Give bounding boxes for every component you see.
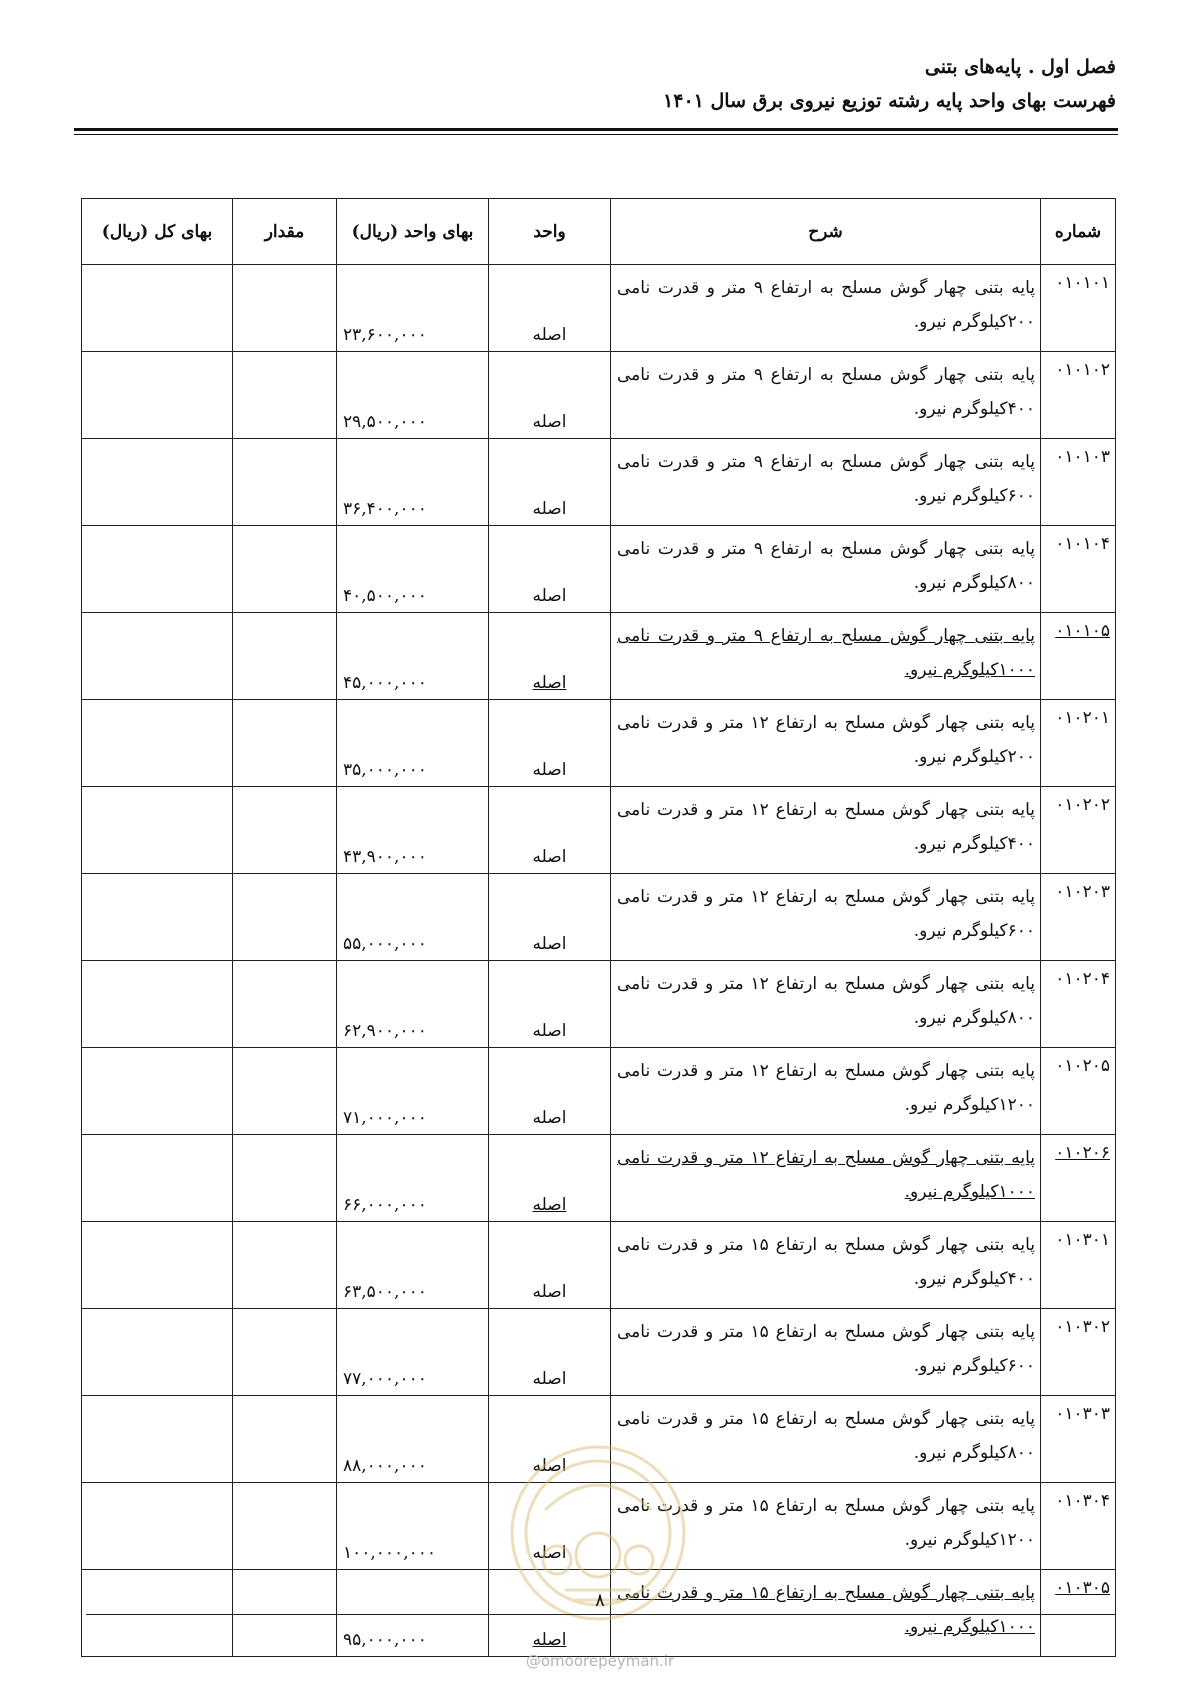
item-code: ۰۱۰۲۰۱ <box>1041 700 1116 787</box>
item-description: پایه بتنی چهار گوش مسلح به ارتفاع ۱۵ متر و قدرت نامی ۱۲۰۰کیلوگرم نیرو. <box>611 1483 1041 1570</box>
item-code: ۰۱۰۱۰۳ <box>1041 439 1116 526</box>
item-quantity <box>233 1222 337 1309</box>
item-total-price <box>82 526 233 613</box>
document-subtitle: فهرست بهای واحد پایه رشته توزیع نیروی برق سال ۱۴۰۱ <box>663 90 1116 112</box>
table-row <box>82 526 1116 613</box>
table-row <box>82 439 1116 526</box>
item-unit-price: ۲۹,۵۰۰,۰۰۰ <box>337 352 489 439</box>
item-total-price <box>82 787 233 874</box>
item-unit: اصله <box>489 1483 611 1570</box>
table-row <box>82 1048 1116 1135</box>
item-unit-price: ۲۳,۶۰۰,۰۰۰ <box>337 265 489 352</box>
item-quantity <box>233 1135 337 1222</box>
item-description: پایه بتنی چهار گوش مسلح به ارتفاع ۹ متر و قدرت نامی ۶۰۰کیلوگرم نیرو. <box>611 439 1041 526</box>
item-unit: اصله <box>489 700 611 787</box>
item-total-price <box>82 1222 233 1309</box>
site-watermark: @omoorepeyman.ir <box>525 1652 675 1670</box>
item-code: ۰۱۰۲۰۶ <box>1041 1135 1116 1222</box>
col-header-description: شرح <box>611 199 1041 265</box>
item-quantity <box>233 613 337 700</box>
item-quantity <box>233 265 337 352</box>
item-total-price <box>82 265 233 352</box>
item-quantity <box>233 526 337 613</box>
item-description: پایه بتنی چهار گوش مسلح به ارتفاع ۱۵ متر و قدرت نامی ۶۰۰کیلوگرم نیرو. <box>611 1309 1041 1396</box>
table-row <box>82 874 1116 961</box>
item-description: پایه بتنی چهار گوش مسلح به ارتفاع ۱۲ متر و قدرت نامی ۱۲۰۰کیلوگرم نیرو. <box>611 1048 1041 1135</box>
item-description: پایه بتنی چهار گوش مسلح به ارتفاع ۹ متر و قدرت نامی ۴۰۰کیلوگرم نیرو. <box>611 352 1041 439</box>
item-description: پایه بتنی چهار گوش مسلح به ارتفاع ۱۲ متر و قدرت نامی ۶۰۰کیلوگرم نیرو. <box>611 874 1041 961</box>
item-unit: اصله <box>489 787 611 874</box>
item-total-price <box>82 1048 233 1135</box>
chapter-title: فصل اول . پایه‌های بتنی <box>924 56 1116 78</box>
item-total-price <box>82 1483 233 1570</box>
item-quantity <box>233 1483 337 1570</box>
item-code: ۰۱۰۳۰۵ <box>1041 1570 1116 1657</box>
item-code: ۰۱۰۳۰۴ <box>1041 1483 1116 1570</box>
item-unit-price: ۳۵,۰۰۰,۰۰۰ <box>337 700 489 787</box>
item-code: ۰۱۰۳۰۳ <box>1041 1396 1116 1483</box>
item-code: ۰۱۰۱۰۵ <box>1041 613 1116 700</box>
page-number: ۸ <box>595 1590 605 1611</box>
header-rule-thin <box>74 134 1118 135</box>
item-quantity <box>233 1048 337 1135</box>
item-unit-price: ۴۵,۰۰۰,۰۰۰ <box>337 613 489 700</box>
item-description: پایه بتنی چهار گوش مسلح به ارتفاع ۱۲ متر و قدرت نامی ۲۰۰کیلوگرم نیرو. <box>611 700 1041 787</box>
col-header-total-price: بهای کل (ریال) <box>82 199 233 265</box>
item-unit-price: ۴۳,۹۰۰,۰۰۰ <box>337 787 489 874</box>
item-unit: اصله <box>489 265 611 352</box>
item-description: پایه بتنی چهار گوش مسلح به ارتفاع ۱۲ متر و قدرت نامی ۸۰۰کیلوگرم نیرو. <box>611 961 1041 1048</box>
item-description: پایه بتنی چهار گوش مسلح به ارتفاع ۹ متر و قدرت نامی ۲۰۰کیلوگرم نیرو. <box>611 265 1041 352</box>
item-quantity <box>233 1309 337 1396</box>
item-unit: اصله <box>489 874 611 961</box>
item-quantity <box>233 1570 337 1657</box>
page-header <box>66 56 1116 112</box>
item-total-price <box>82 352 233 439</box>
item-description: پایه بتنی چهار گوش مسلح به ارتفاع ۹ متر و قدرت نامی ۱۰۰۰کیلوگرم نیرو. <box>611 613 1041 700</box>
table-row <box>82 1135 1116 1222</box>
item-quantity <box>233 787 337 874</box>
item-code: ۰۱۰۲۰۳ <box>1041 874 1116 961</box>
item-unit-price: ۳۶,۴۰۰,۰۰۰ <box>337 439 489 526</box>
item-unit: اصله <box>489 1309 611 1396</box>
item-description: پایه بتنی چهار گوش مسلح به ارتفاع ۱۵ متر و قدرت نامی ۸۰۰کیلوگرم نیرو. <box>611 1396 1041 1483</box>
item-description: پایه بتنی چهار گوش مسلح به ارتفاع ۱۲ متر و قدرت نامی ۱۰۰۰کیلوگرم نیرو. <box>611 1135 1041 1222</box>
item-unit: اصله <box>489 1135 611 1222</box>
item-total-price <box>82 1570 233 1657</box>
item-code: ۰۱۰۱۰۴ <box>1041 526 1116 613</box>
item-code: ۰۱۰۳۰۱ <box>1041 1222 1116 1309</box>
item-unit: اصله <box>489 352 611 439</box>
item-code: ۰۱۰۱۰۲ <box>1041 352 1116 439</box>
col-header-number: شماره <box>1041 199 1116 265</box>
item-unit: اصله <box>489 613 611 700</box>
item-unit-price: ۸۸,۰۰۰,۰۰۰ <box>337 1396 489 1483</box>
item-quantity <box>233 352 337 439</box>
item-total-price <box>82 961 233 1048</box>
item-description: پایه بتنی چهار گوش مسلح به ارتفاع ۱۲ متر و قدرت نامی ۴۰۰کیلوگرم نیرو. <box>611 787 1041 874</box>
item-total-price <box>82 874 233 961</box>
item-unit-price: ۹۵,۰۰۰,۰۰۰ <box>337 1570 489 1657</box>
table-row <box>82 1309 1116 1396</box>
item-total-price <box>82 613 233 700</box>
item-total-price <box>82 700 233 787</box>
item-unit: اصله <box>489 526 611 613</box>
item-unit-price: ۶۲,۹۰۰,۰۰۰ <box>337 961 489 1048</box>
table-row <box>82 1222 1116 1309</box>
footer-rule <box>86 1614 1116 1615</box>
item-unit: اصله <box>489 961 611 1048</box>
item-unit-price: ۶۶,۰۰۰,۰۰۰ <box>337 1135 489 1222</box>
item-unit: اصله <box>489 1570 611 1657</box>
item-unit-price: ۱۰۰,۰۰۰,۰۰۰ <box>337 1483 489 1570</box>
item-total-price <box>82 439 233 526</box>
table-row <box>82 265 1116 352</box>
table-row <box>82 961 1116 1048</box>
item-description: پایه بتنی چهار گوش مسلح به ارتفاع ۹ متر و قدرت نامی ۸۰۰کیلوگرم نیرو. <box>611 526 1041 613</box>
item-description: پایه بتنی چهار گوش مسلح به ارتفاع ۱۵ متر و قدرت نامی ۴۰۰کیلوگرم نیرو. <box>611 1222 1041 1309</box>
table-row <box>82 700 1116 787</box>
item-code: ۰۱۰۱۰۱ <box>1041 265 1116 352</box>
item-unit: اصله <box>489 1048 611 1135</box>
col-header-unit-price: بهای واحد (ریال) <box>337 199 489 265</box>
item-unit-price: ۷۱,۰۰۰,۰۰۰ <box>337 1048 489 1135</box>
table-header-row <box>82 199 1116 265</box>
item-unit-price: ۴۰,۵۰۰,۰۰۰ <box>337 526 489 613</box>
item-unit: اصله <box>489 1222 611 1309</box>
col-header-quantity: مقدار <box>233 199 337 265</box>
item-quantity <box>233 961 337 1048</box>
item-total-price <box>82 1396 233 1483</box>
item-total-price <box>82 1135 233 1222</box>
item-code: ۰۱۰۲۰۵ <box>1041 1048 1116 1135</box>
item-unit-price: ۶۳,۵۰۰,۰۰۰ <box>337 1222 489 1309</box>
item-quantity <box>233 874 337 961</box>
table-row <box>82 787 1116 874</box>
item-unit: اصله <box>489 439 611 526</box>
price-table <box>81 198 1116 1657</box>
item-code: ۰۱۰۲۰۲ <box>1041 787 1116 874</box>
item-unit-price: ۵۵,۰۰۰,۰۰۰ <box>337 874 489 961</box>
header-rule-thick <box>74 128 1118 131</box>
item-unit-price: ۷۷,۰۰۰,۰۰۰ <box>337 1309 489 1396</box>
item-quantity <box>233 700 337 787</box>
item-quantity <box>233 439 337 526</box>
table-row <box>82 352 1116 439</box>
item-unit: اصله <box>489 1396 611 1483</box>
item-description: پایه بتنی چهار گوش مسلح به ارتفاع ۱۵ متر و قدرت نامی ۱۰۰۰کیلوگرم نیرو. <box>611 1570 1041 1657</box>
item-quantity <box>233 1396 337 1483</box>
item-code: ۰۱۰۲۰۴ <box>1041 961 1116 1048</box>
col-header-unit: واحد <box>489 199 611 265</box>
table-row <box>82 613 1116 700</box>
item-total-price <box>82 1309 233 1396</box>
item-code: ۰۱۰۳۰۲ <box>1041 1309 1116 1396</box>
